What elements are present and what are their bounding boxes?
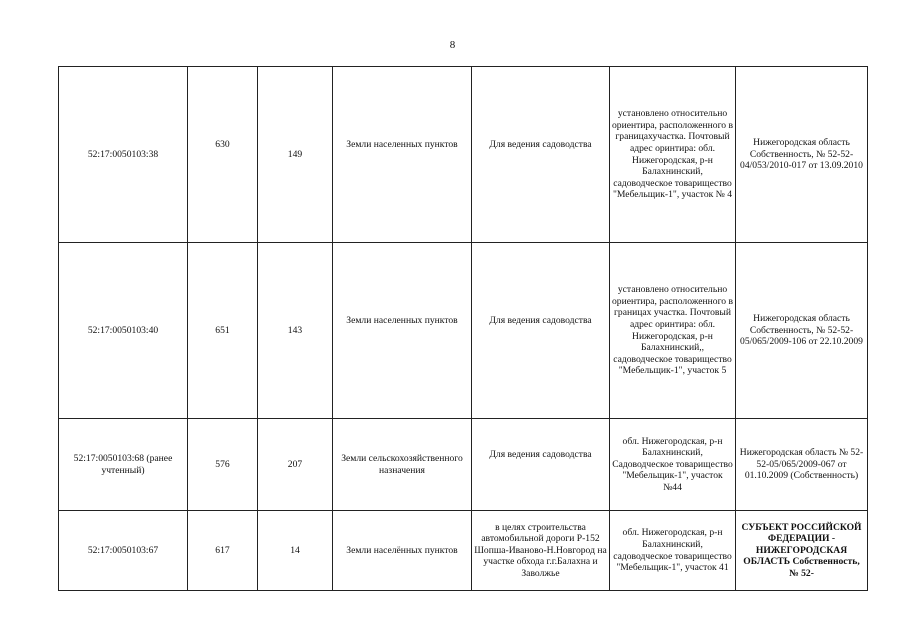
land-category-cell: Земли населённых пунктов [333, 511, 472, 591]
cadastral-number-cell: 52:17:0050103:67 [59, 511, 188, 591]
permitted-use-cell [472, 419, 610, 511]
right-holder-cell: Нижегородская область № 52-52-05/065/2009-067 от 01.10.2009 (Собственность) [736, 419, 868, 511]
value-cell: 14 [258, 511, 333, 591]
land-category-cell [333, 243, 472, 419]
value-cell: 143 [258, 243, 333, 419]
address-cell: обл. Нижегородская, р-н Балахнинский, Садоводческое товарищество "Мебельщик-1", участок №44 [610, 419, 736, 511]
permitted-use-cell [472, 67, 610, 243]
right-holder-cell: СУБЪЕКТ РОССИЙСКОЙ ФЕДЕРАЦИИ - НИЖЕГОРОДСКАЯ ОБЛАСТЬ Собственность, № 52- [736, 511, 868, 591]
value-cell: 207 [258, 419, 333, 511]
value-cell: 149 [258, 67, 333, 243]
permitted-use-cell [472, 243, 610, 419]
table-row [59, 243, 868, 419]
address-cell: обл. Нижегородская, р-н Балахнинский, садоводческое товарищество "Мебельщик-1", участок 41 [610, 511, 736, 591]
land-plots-table [58, 66, 868, 591]
permitted-use-cell: в целях строительства автомобильной дороги Р-152 Шопша-Иваново-Н.Новгород на участке обхода г.г.Балахна и Заволжье [472, 511, 610, 591]
table-row [59, 419, 868, 511]
cadastral-number-cell: 52:17:0050103:38 [59, 67, 188, 243]
land-category-text: Земли населенных пунктов [346, 138, 458, 150]
area-cell: 576 [188, 419, 258, 511]
permitted-use-text: Для ведения садоводства [489, 448, 592, 460]
address-cell: установлено относительно ориентира, расположенного в границахучастка. Почтовый адрес оринтира: обл. Нижегородская, р-н Балахнинский, садоводческое товарищество "Мебельщик-1", участок № 4 [610, 67, 736, 243]
land-category-text: Земли населенных пунктов [346, 314, 458, 326]
permitted-use-text: Для ведения садоводства [489, 138, 592, 150]
address-cell: установлено относительно ориентира, расположенного в границах участка. Почтовый адрес оринтира: обл. Нижегородская, р-н Балахнинский,, садоводческое товарищество "Мебельщик-1", участок 5 [610, 243, 736, 419]
permitted-use-text: Для ведения садоводства [489, 314, 592, 326]
area-cell [188, 67, 258, 243]
page-number: 8 [449, 39, 456, 51]
area-cell: 651 [188, 243, 258, 419]
table-row [59, 67, 868, 243]
right-holder-cell: Нижегородская область Собственность, № 52-52-05/065/2009-106 от 22.10.2009 [736, 243, 868, 419]
area-cell: 617 [188, 511, 258, 591]
cadastral-number-cell: 52:17:0050103:40 [59, 243, 188, 419]
cadastral-number-cell: 52:17:0050103:68 (ранее учтенный) [59, 419, 188, 511]
land-category-cell: Земли сельскохозяйственного назначения [333, 419, 472, 511]
land-category-cell [333, 67, 472, 243]
area-value: 630 [215, 138, 230, 150]
table-row [59, 511, 868, 591]
right-holder-cell: Нижегородская область Собственность, № 52-52-04/053/2010-017 от 13.09.2010 [736, 67, 868, 243]
